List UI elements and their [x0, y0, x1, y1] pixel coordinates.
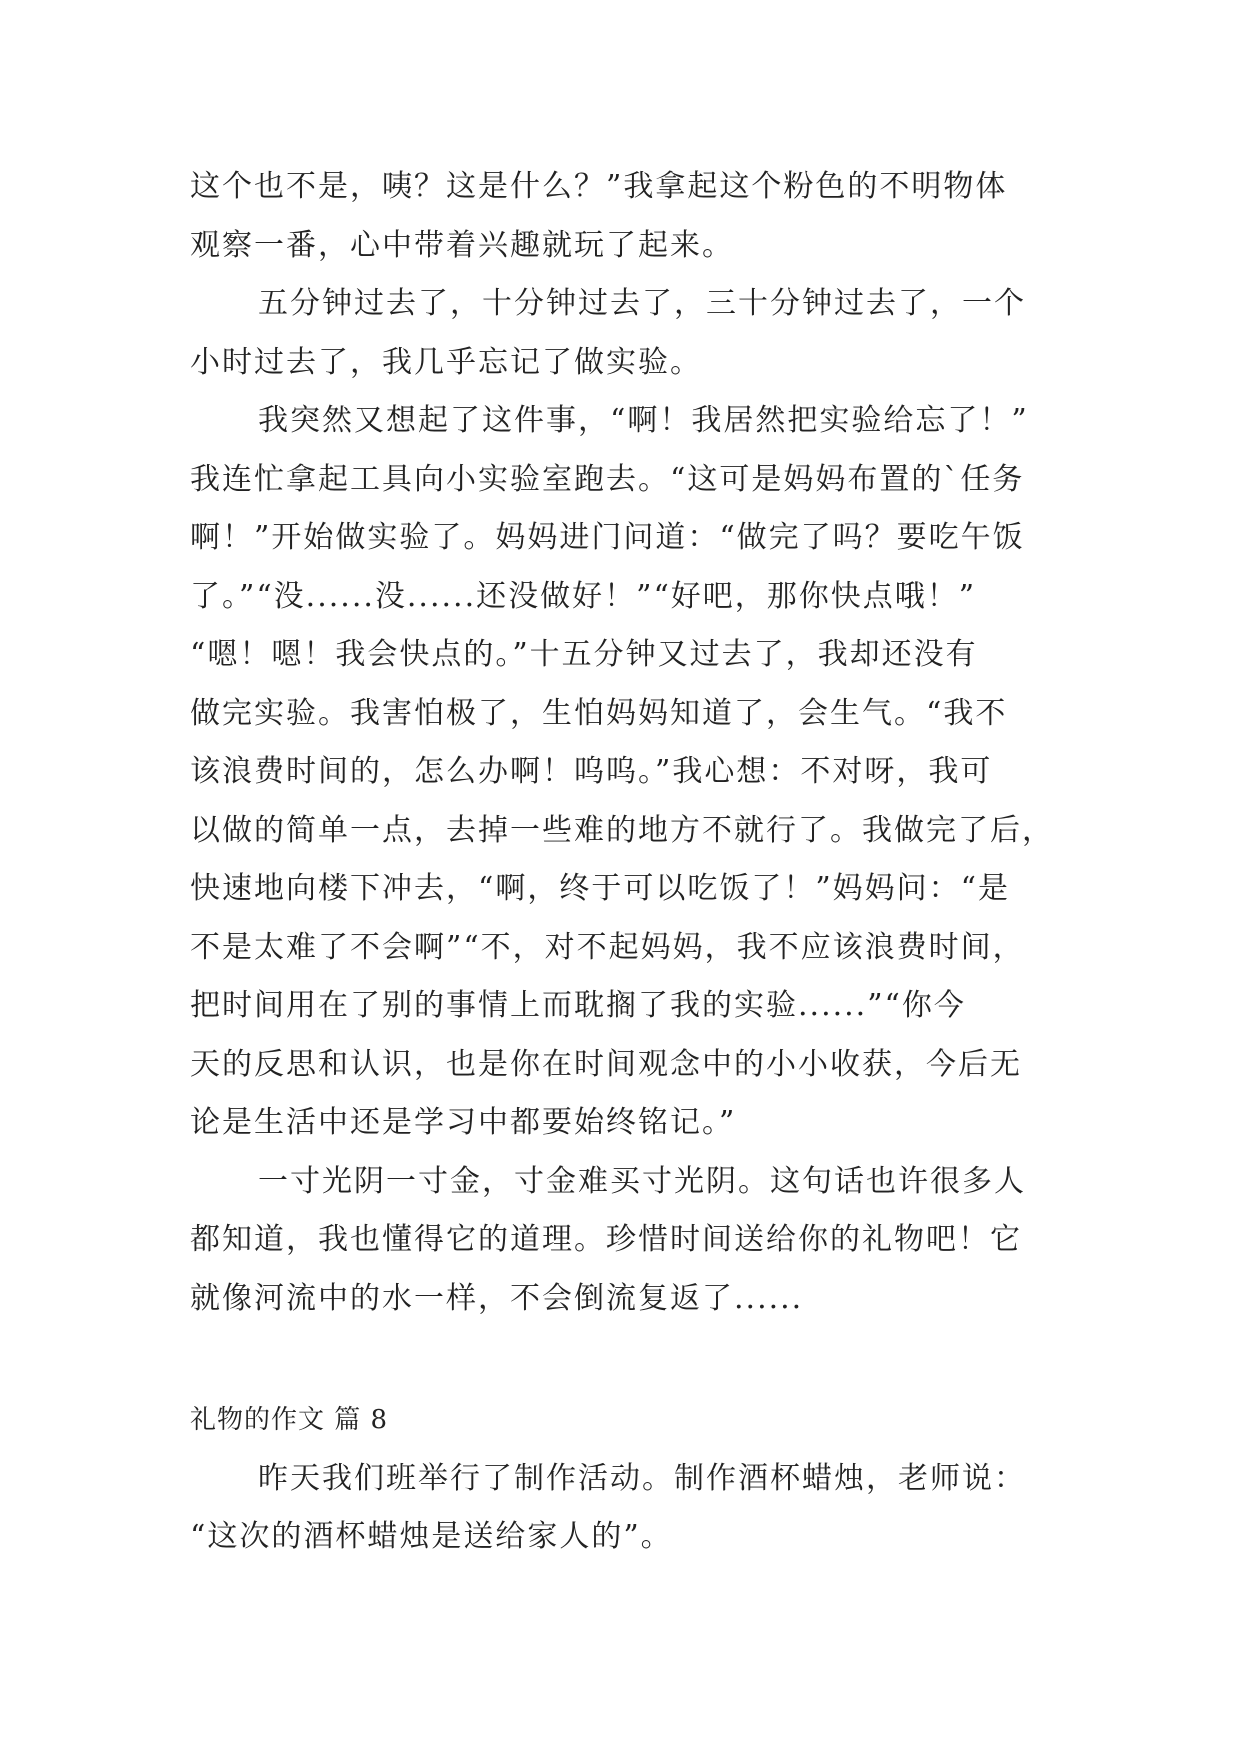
- text-line: 就像河流中的水一样，不会倒流复返了......: [190, 1280, 804, 1316]
- text-line: 以做的简单一点，去掉一些难的地方不就行了。我做完了后，: [190, 812, 1054, 848]
- section-spacer: [190, 1328, 1070, 1391]
- text-line: 做完实验。我害怕极了，生怕妈妈知道了，会生气。“我不: [190, 695, 1008, 731]
- text-line: “这次的酒杯蜡烛是送给家人的”。: [190, 1519, 673, 1554]
- text-line: 该浪费时间的，怎么办啊！呜呜。”我心想：不对呀，我可: [190, 754, 993, 789]
- text-line: 论是生活中还是学习中都要始终铭记。”: [190, 1105, 737, 1140]
- text-line: 小时过去了，我几乎忘记了做实验。: [190, 344, 702, 380]
- paragraph-start-line: 五分钟过去了，十分钟过去了，三十分钟过去了，一个: [258, 286, 1026, 321]
- text-line: 都知道，我也懂得它的道理。珍惜时间送给你的礼物吧！它: [190, 1222, 1022, 1257]
- paragraph-start-line: 一寸光阴一寸金，寸金难买寸光阴。这句话也许很多人: [258, 1163, 1026, 1199]
- text-line: 这个也不是，咦？这是什么？”我拿起这个粉色的不明物体: [190, 169, 1008, 204]
- document-body: [190, 158, 1070, 1567]
- text-line: 不是太难了不会啊”“不，对不起妈妈，我不应该浪费时间，: [190, 929, 1025, 965]
- text-line: 天的反思和认识，也是你在时间观念中的小小收获，今后无: [190, 1046, 1022, 1082]
- text-line: 了。”“没......没......还没做好！”“好吧，那你快点哦！”: [190, 578, 977, 614]
- section-heading: 礼物的作文 篇 8: [190, 1405, 389, 1435]
- text-line: 把时间用在了别的事情上而耽搁了我的实验......”“你今: [190, 988, 966, 1023]
- text-line: 观察一番，心中带着兴趣就玩了起来。: [190, 227, 734, 263]
- text-line: 我连忙拿起工具向小实验室跑去。“这可是妈妈布置的`任务: [190, 461, 1025, 497]
- paragraph-start-line: 我突然又想起了这件事，“啊！我居然把实验给忘了！”: [258, 403, 1029, 438]
- text-line: 快速地向楼下冲去，“啊，终于可以吃饭了！”妈妈问：“是: [190, 871, 1011, 906]
- text-line: “嗯！嗯！我会快点的。”十五分钟又过去了，我却还没有: [190, 637, 978, 672]
- text-line: 啊！”开始做实验了。妈妈进门问道：“做完了吗？要吃午饭: [190, 520, 1025, 555]
- paragraph-start-line: 昨天我们班举行了制作活动。制作酒杯蜡烛，老师说：: [258, 1460, 1026, 1496]
